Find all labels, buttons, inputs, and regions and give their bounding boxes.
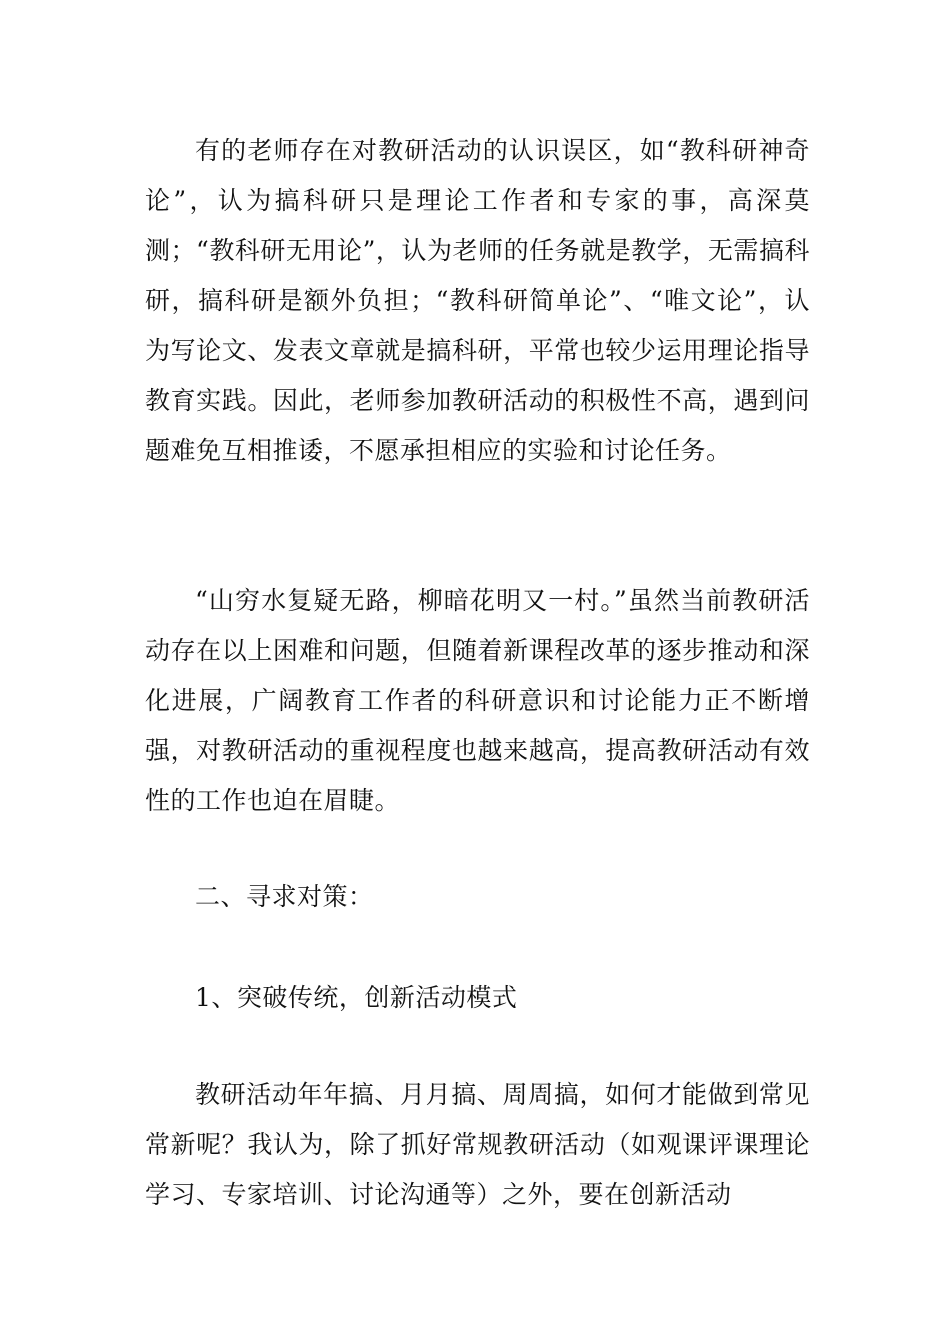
subsection-heading-innovation: 1、突破传统，创新活动模式: [195, 983, 518, 1012]
paragraph-activities: 教研活动年年搞、月月搞、周周搞，如何才能做到常见常新呢？我认为，除了抓好常规教研活动（如观课评课理论学习、专家培训、讨论沟通等）之外，要在创新活动: [145, 1080, 810, 1209]
paragraph-misconceptions: 有的老师存在对教研活动的认识误区，如“教科研神奇论”，认为搞科研只是理论工作者和专家的事，高深莫测；“教科研无用论”，认为老师的任务就是教学，无需搞科研，搞科研是额外负担；“教科研简单论”、“唯文论”，认为写论文、发表文章就是搞科研，平常也较少运用理论指导教育实践。因此，老师参加教研活动的积极性不高，遇到问题难免互相推诿，不愿承担相应的实验和讨论任务。: [145, 136, 810, 465]
section-heading-countermeasures: 二、寻求对策：: [195, 882, 374, 911]
paragraph-outlook: “山穷水复疑无路，柳暗花明又一村。”虽然当前教研活动存在以上困难和问题，但随着新课程改革的逐步推动和深化进展，广阔教育工作者的科研意识和讨论能力正不断增强，对教研活动的重视程度也越来越高，提高教研活动有效性的工作也迫在眉睫。: [145, 586, 810, 815]
